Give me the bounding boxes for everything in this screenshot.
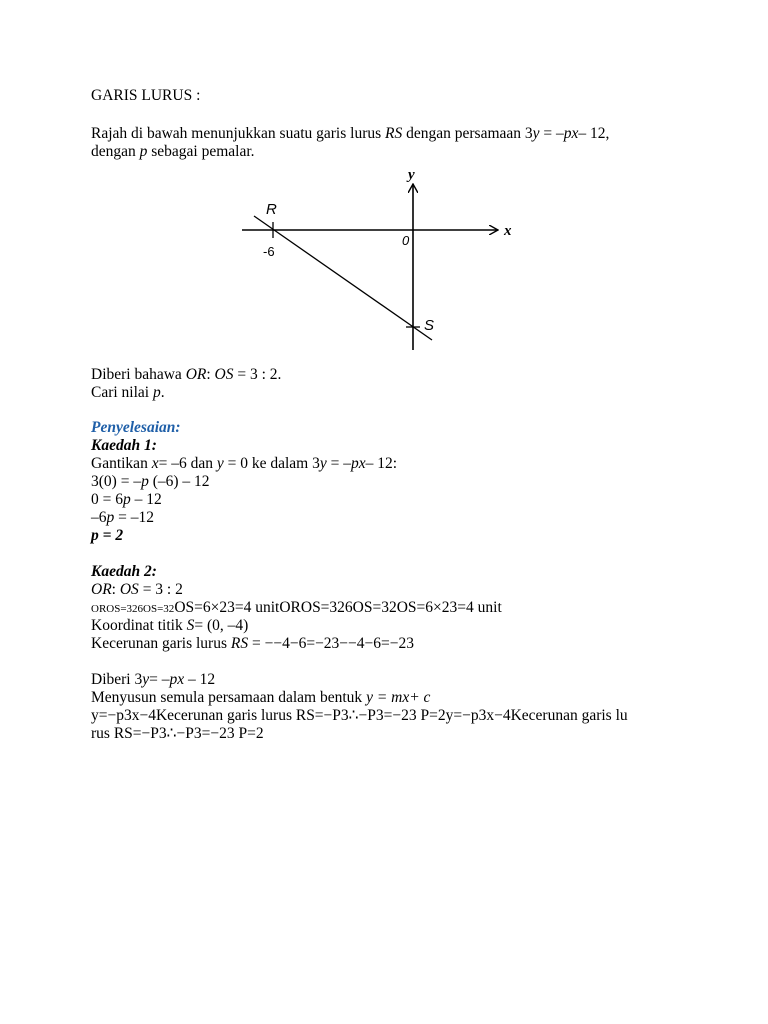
kaedah2-line-4: Kecerunan garis lurus RS = −−4−6=−23−−4−6=−23	[91, 635, 415, 652]
given-line: Diberi bahawa OR: OS = 3 : 2.	[91, 366, 282, 383]
kaedah2-line-1: OR: OS = 3 : 2	[91, 581, 183, 598]
intro-line-2: dengan p sebagai pemalar.	[91, 143, 255, 160]
kaedah1-line-2: 3(0) = –p (–6) – 12	[91, 473, 210, 490]
kaedah1-line-3: 0 = 6p – 12	[91, 491, 162, 508]
kaedah2-heading: Kaedah 2:	[91, 563, 157, 580]
doc-title: GARIS LURUS :	[91, 87, 201, 104]
kaedah1-line-1: Gantikan x= –6 dan y = 0 ke dalam 3y = –px– 12:	[91, 455, 398, 472]
line-diagram	[236, 164, 526, 356]
kaedah2-line-2: OROS=326OS=32OS=6×23=4 unitOROS=326OS=32OS=6×23=4 unit	[91, 599, 502, 616]
kaedah2-line-7: y=−p3x−4Kecerunan garis lurus RS=−P3∴−P3=−23 P=2y=−p3x−4Kecerunan garis lu	[91, 707, 628, 724]
kaedah1-answer: p = 2	[91, 527, 124, 544]
origin-label: 0	[402, 233, 410, 248]
point-s-label: S	[424, 317, 435, 334]
x-axis-label: x	[504, 223, 512, 239]
find-line: Cari nilai p.	[91, 384, 165, 401]
intro-line-1: Rajah di bawah menunjukkan suatu garis lurus RS dengan persamaan 3y = –px– 12,	[91, 125, 610, 142]
y-axis-label: y	[408, 167, 415, 183]
kaedah2-line-8: rus RS=−P3∴−P3=−23 P=2	[91, 725, 264, 742]
solution-heading: Penyelesaian:	[91, 419, 181, 436]
kaedah2-line-5: Diberi 3y= –px – 12	[91, 671, 216, 688]
kaedah1-line-4: –6p = –12	[91, 509, 154, 526]
point-r-label: R	[266, 201, 277, 218]
kaedah2-line-3: Koordinat titik S= (0, –4)	[91, 617, 249, 634]
kaedah2-line-6: Menyusun semula persamaan dalam bentuk y = mx+ c	[91, 689, 431, 706]
kaedah1-heading: Kaedah 1:	[91, 437, 157, 454]
r-value-label: -6	[263, 244, 275, 259]
